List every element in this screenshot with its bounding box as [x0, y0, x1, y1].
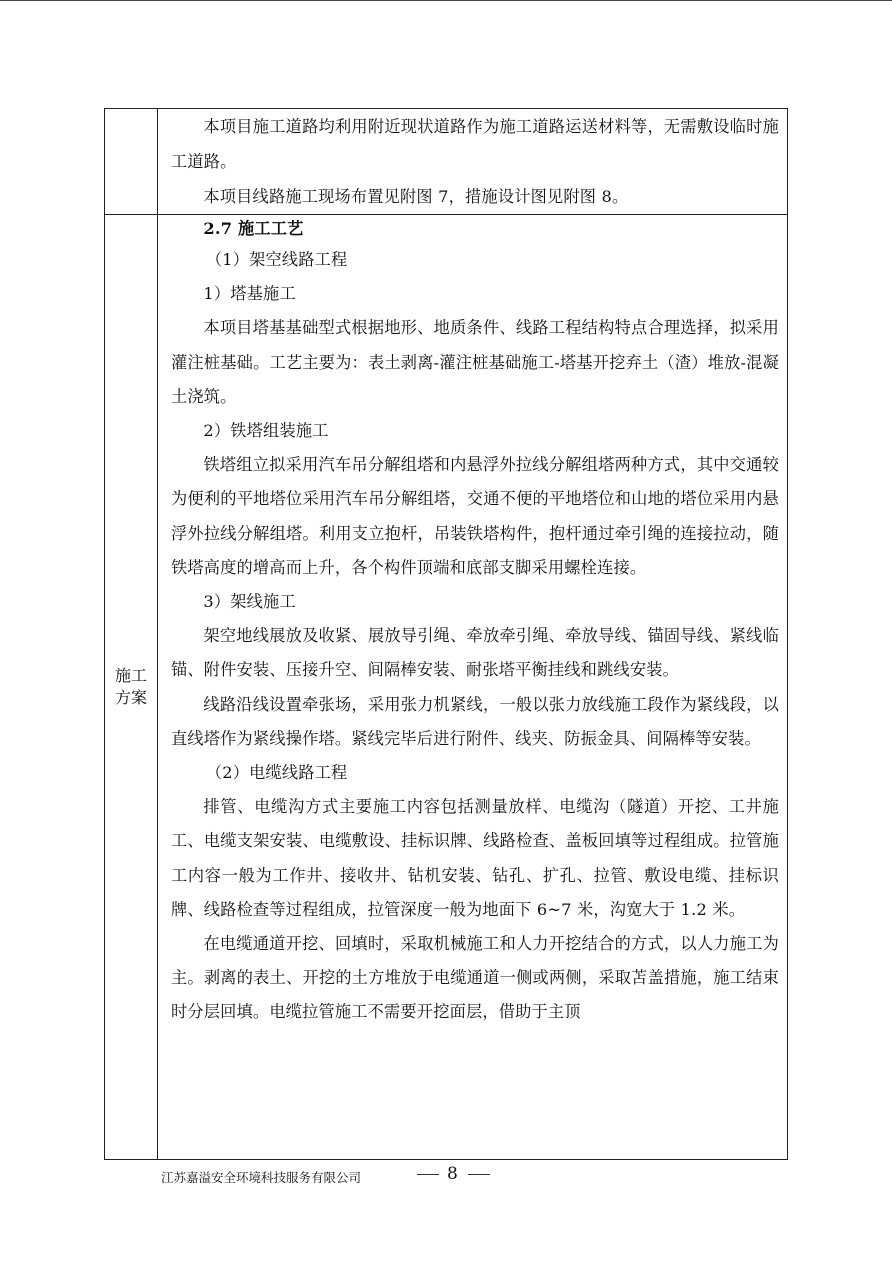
footer-company-name: 江苏嘉溢安全环境科技服务有限公司	[161, 1170, 362, 1185]
row-label-line: 方案	[114, 688, 147, 707]
paragraph: 架空地线展放及收紧、展放导引绳、牵放牵引绳、牵放导线、锚固导线、紧线临锚、附件安装、压接升空、间隔棒安装、耐张塔平衡挂线和跳线安装。	[171, 626, 779, 680]
dash-decoration	[468, 1174, 490, 1175]
dash-decoration	[417, 1174, 439, 1175]
row-label-cell	[105, 215, 158, 1160]
page-footer	[161, 1164, 661, 1192]
subsection-heading: 1）塔基施工	[203, 284, 296, 304]
table-row	[105, 109, 788, 215]
row-label-line: 施工	[114, 666, 147, 685]
paragraph: 本项目施工道路均利用附近现状道路作为施工道路运送材料等，无需敷设临时施工道路。	[171, 117, 779, 171]
table-row	[105, 215, 788, 1160]
row-label-cell	[105, 109, 158, 215]
row-content-cell	[158, 215, 788, 1160]
subsection-heading: （2）电缆线路工程	[205, 763, 348, 783]
paragraph: 在电缆通道开挖、回填时，采取机械施工和人力开挖结合的方式，以人力施工为主。剥离的表土、开挖的土方堆放于电缆通道一侧或两侧，采取苫盖措施，施工结束时分层回填。电缆拉管施工不需要开挖面层，借助于主顶	[171, 934, 779, 1022]
paragraph: 本项目线路施工现场布置见附图 7，措施设计图见附图 8。	[203, 187, 629, 206]
section-heading: 2.7 施工工艺	[203, 219, 304, 238]
subsection-heading: 3）架线施工	[203, 592, 296, 612]
page-top-border	[0, 0, 892, 1]
subsection-heading: 2）铁塔组装施工	[203, 421, 329, 441]
paragraph: 本项目塔基基础型式根据地形、地质条件、线路工程结构特点合理选择，拟采用灌注桩基础。工艺主要为：表土剥离-灌注桩基础施工-塔基开挖弃土（渣）堆放-混凝土浇筑。	[171, 318, 779, 406]
paragraph: 铁塔组立拟采用汽车吊分解组塔和内悬浮外拉线分解组塔两种方式，其中交通较为便利的平地塔位采用汽车吊分解组塔，交通不便的平地塔位和山地的塔位采用内悬浮外拉线分解组塔。利用支立抱杆，吊装铁塔构件，抱杆通过牵引绳的连接拉动，随铁塔高度的增高而上升，各个构件顶端和底部支脚采用螺栓连接。	[171, 455, 779, 577]
row-content-cell	[158, 109, 788, 215]
paragraph: 排管、电缆沟方式主要施工内容包括测量放样、电缆沟（隧道）开挖、工井施工、电缆支架安装、电缆敷设、挂标识牌、线路检查、盖板回填等过程组成。拉管施工内容一般为工作井、接收井、钻机安装、钻孔、扩孔、拉管、敷设电缆、挂标识牌、线路检查等过程组成，拉管深度一般为地面下 6~7 米，沟宽大于 1.2 米。	[171, 797, 779, 919]
subsection-heading: （1）架空线路工程	[205, 250, 348, 269]
page-number	[409, 1164, 498, 1184]
construction-table	[104, 108, 788, 1160]
paragraph: 线路沿线设置牵张场，采用张力机紧线，一般以张力放线施工段作为紧线段，以直线塔作为紧线操作塔。紧线完毕后进行附件、线夹、防振金具、间隔棒等安装。	[171, 694, 779, 748]
page-number-value: 8	[447, 1164, 460, 1184]
